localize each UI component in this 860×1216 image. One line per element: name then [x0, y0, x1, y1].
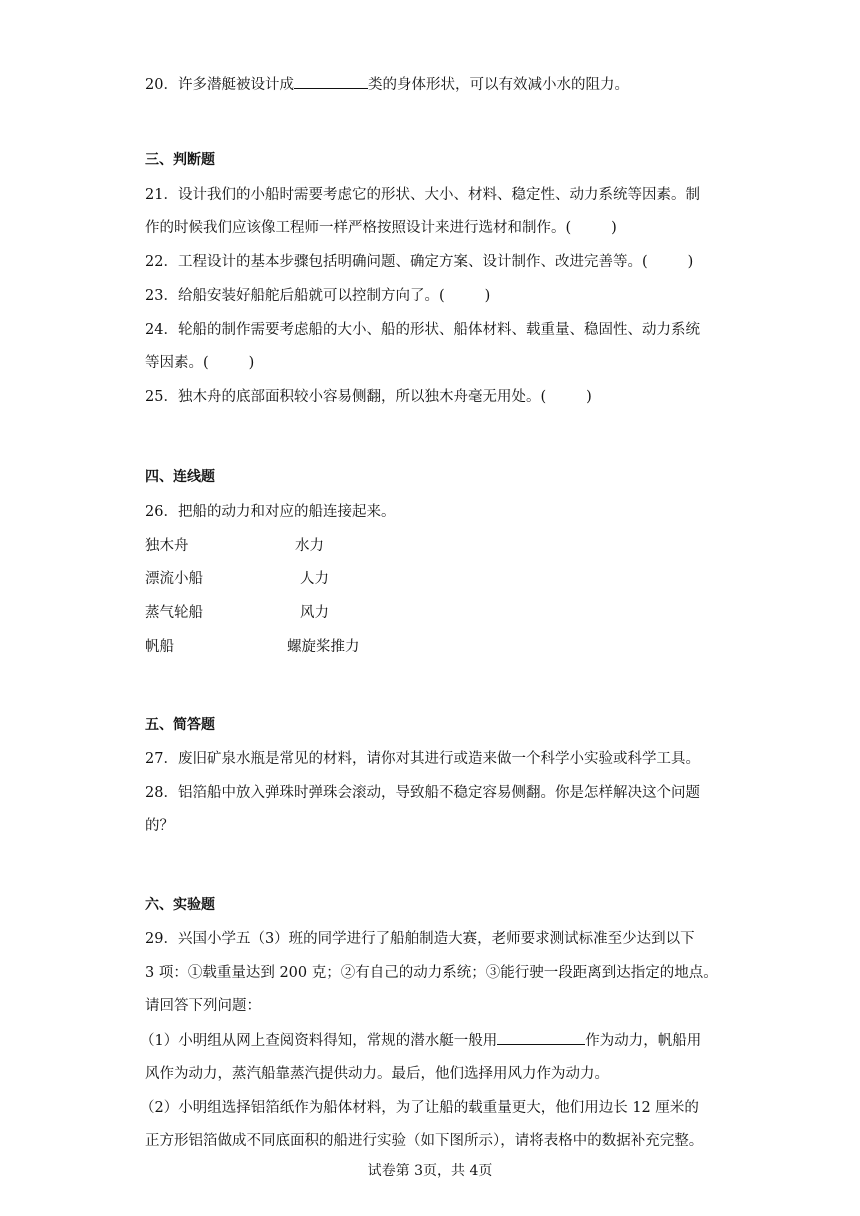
- question-26: 26．把船的动力和对应的船连接起来。: [145, 504, 396, 520]
- match-right-item[interactable]: 人力: [300, 571, 329, 587]
- question-29-sub2-line2: 正方形铝箔做成不同底面积的船进行实验（如下图所示），请将表格中的数据补充完整。: [145, 1133, 704, 1149]
- question-24-line2: 等因素。( ): [145, 355, 255, 371]
- answer-blank[interactable]: [497, 1030, 585, 1045]
- question-29-sub2-line1: （2）小明组选择铝箔纸作为船体材料，为了让船的载重量更大，他们用边长 12 厘米的: [140, 1100, 699, 1116]
- question-23: 23．给船安装好船舵后船就可以控制方向了。( ): [145, 288, 491, 304]
- match-left-item[interactable]: 独木舟: [145, 538, 189, 554]
- match-left-item[interactable]: 漂流小船: [145, 571, 203, 587]
- match-right-item[interactable]: 水力: [295, 538, 324, 554]
- question-22: 22．工程设计的基本步骤包括明确问题、确定方案、设计制作、改进完善等。( ): [145, 254, 694, 270]
- match-right-item[interactable]: 螺旋桨推力: [287, 639, 360, 655]
- question-21-line1: 21．设计我们的小船时需要考虑它的形状、大小、材料、稳定性、动力系统等因素。制: [145, 187, 700, 203]
- question-29-sub1-line2: 风作为动力，蒸汽船靠蒸汽提供动力。最后，他们选择用风力作为动力。: [145, 1066, 609, 1082]
- section-heading-short-answer: 五、简答题: [145, 717, 215, 733]
- question-28-line1: 28．铝箔船中放入弹珠时弹珠会滚动，导致船不稳定容易侧翻。你是怎样解决这个问题: [145, 785, 700, 801]
- page-footer: 试卷第 3页，共 4页: [367, 1163, 493, 1179]
- section-heading-matching: 四、连线题: [145, 469, 215, 485]
- section-heading-experiment: 六、实验题: [145, 897, 215, 913]
- question-29-sub1-line1: （1）小明组从网上查阅资料得知，常规的潜水艇一般用 作为动力，帆船用: [140, 1030, 701, 1051]
- match-left-item[interactable]: 帆船: [145, 639, 174, 655]
- question-27: 27．废旧矿泉水瓶是常见的材料，请你对其进行或造来做一个科学小实验或科学工具。: [145, 751, 700, 767]
- question-20: 20．许多潜艇被设计成 类的身体形状，可以有效减小水的阻力。: [145, 74, 629, 95]
- answer-blank[interactable]: [294, 74, 368, 89]
- question-25: 25．独木舟的底部面积较小容易侧翻，所以独木舟毫无用处。( ): [145, 389, 592, 405]
- match-left-item[interactable]: 蒸气轮船: [145, 605, 203, 621]
- question-29-line1: 29．兴国小学五（3）班的同学进行了船舶制造大赛，老师要求测试标准至少达到以下: [145, 931, 695, 947]
- match-right-item[interactable]: 风力: [300, 605, 329, 621]
- question-29-line3: 请回答下列问题：: [145, 998, 261, 1014]
- section-heading-judgment: 三、判断题: [145, 152, 215, 168]
- question-21-line2: 作的时候我们应该像工程师一样严格按照设计来进行选材和制作。( ): [145, 220, 617, 236]
- question-29-line2: 3 项：①载重量达到 200 克；②有自己的动力系统；③能行驶一段距离到达指定的地点。: [145, 965, 718, 981]
- question-24-line1: 24．轮船的制作需要考虑船的大小、船的形状、船体材料、载重量、稳固性、动力系统: [145, 322, 700, 338]
- question-28-line2: 的？: [145, 818, 174, 834]
